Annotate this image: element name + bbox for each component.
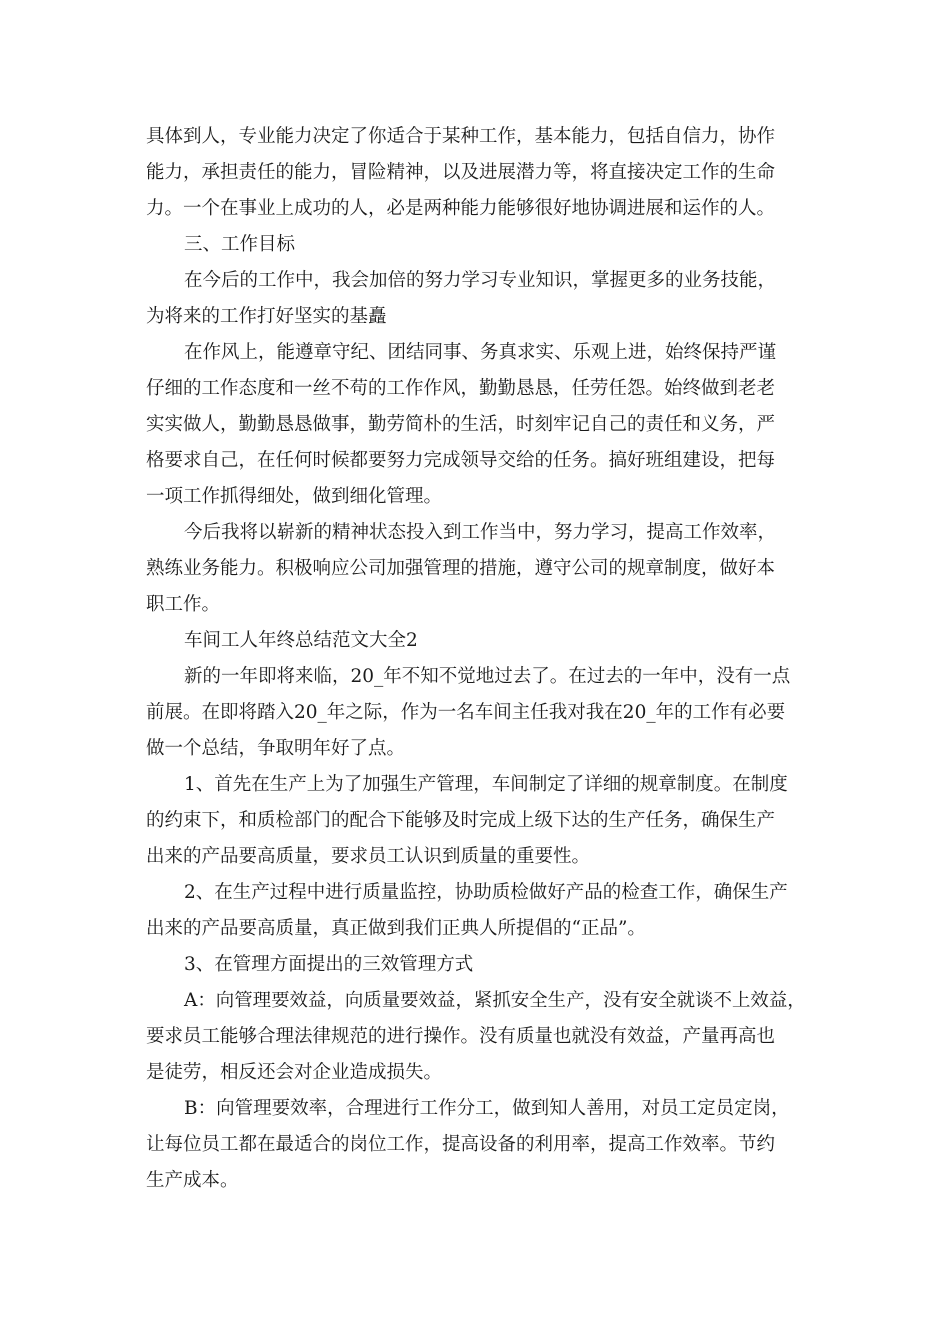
text-line: 要求员工能够合理法律规范的进行操作。没有质量也就没有效益，产量再高也 <box>146 1026 776 1047</box>
text-line: 在作风上，能遵章守纪、团结同事、务真求实、乐观上进，始终保持严谨 <box>184 342 777 363</box>
text-line: 具体到人，专业能力决定了你适合于某种工作，基本能力，包括自信力，协作 <box>146 126 776 147</box>
text-line: 1、首先在生产上为了加强生产管理，车间制定了详细的规章制度。在制度 <box>184 774 788 795</box>
text-line: 仔细的工作态度和一丝不苟的工作作风，勤勤恳恳，任劳任怨。始终做到老老 <box>146 378 776 399</box>
text-line: 的约束下，和质检部门的配合下能够及时完成上级下达的生产任务，确保生产 <box>146 810 776 831</box>
text-line: 格要求自己，在任何时候都要努力完成领导交给的任务。搞好班组建设，把每 <box>146 450 776 471</box>
text-line: 前展。在即将踏入20_年之际，作为一名车间主任我对我在20_年的工作有必要 <box>146 702 786 723</box>
text-line: 做一个总结，争取明年好了点。 <box>146 738 406 759</box>
text-line: B：向管理要效率，合理进行工作分工，做到知人善用，对员工定员定岗， <box>184 1098 790 1119</box>
text-line: 在今后的工作中，我会加倍的努力学习专业知识，掌握更多的业务技能， <box>184 270 777 291</box>
section-heading: 三、工作目标 <box>184 234 296 255</box>
text-line: 力。一个在事业上成功的人，必是两种能力能够很好地协调进展和运作的人。 <box>146 198 776 219</box>
text-line: 生产成本。 <box>146 1170 239 1191</box>
text-line: 出来的产品要高质量，真正做到我们正典人所提倡的“正品”。 <box>146 918 646 939</box>
text-line: 2、在生产过程中进行质量监控，协助质检做好产品的检查工作，确保生产 <box>184 882 788 903</box>
article-title: 车间工人年终总结范文大全2 <box>184 630 418 651</box>
text-line: 新的一年即将来临，20_年不知不觉地过去了。在过去的一年中，没有一点 <box>184 666 791 687</box>
text-line: 出来的产品要高质量，要求员工认识到质量的重要性。 <box>146 846 591 867</box>
text-line: 为将来的工作打好坚实的基矗 <box>146 306 387 327</box>
text-line: 今后我将以崭新的精神状态投入到工作当中，努力学习，提高工作效率， <box>184 522 777 543</box>
text-line: 一项工作抓得细处，做到细化管理。 <box>146 486 443 507</box>
text-line: 能力，承担责任的能力，冒险精神，以及进展潜力等，将直接决定工作的生命 <box>146 162 776 183</box>
text-line: 熟练业务能力。积极响应公司加强管理的措施，遵守公司的规章制度，做好本 <box>146 558 776 579</box>
text-line: 是徒劳，相反还会对企业造成损失。 <box>146 1062 443 1083</box>
text-line: 职工作。 <box>146 594 221 615</box>
text-line: A：向管理要效益，向质量要效益，紧抓安全生产，没有安全就谈不上效益， <box>184 990 806 1011</box>
text-line: 3、在管理方面提出的三效管理方式 <box>184 954 474 975</box>
text-line: 让每位员工都在最适合的岗位工作，提高设备的利用率，提高工作效率。节约 <box>146 1134 776 1155</box>
text-line: 实实做人，勤勤恳恳做事，勤劳简朴的生活，时刻牢记自己的责任和义务，严 <box>146 414 776 435</box>
